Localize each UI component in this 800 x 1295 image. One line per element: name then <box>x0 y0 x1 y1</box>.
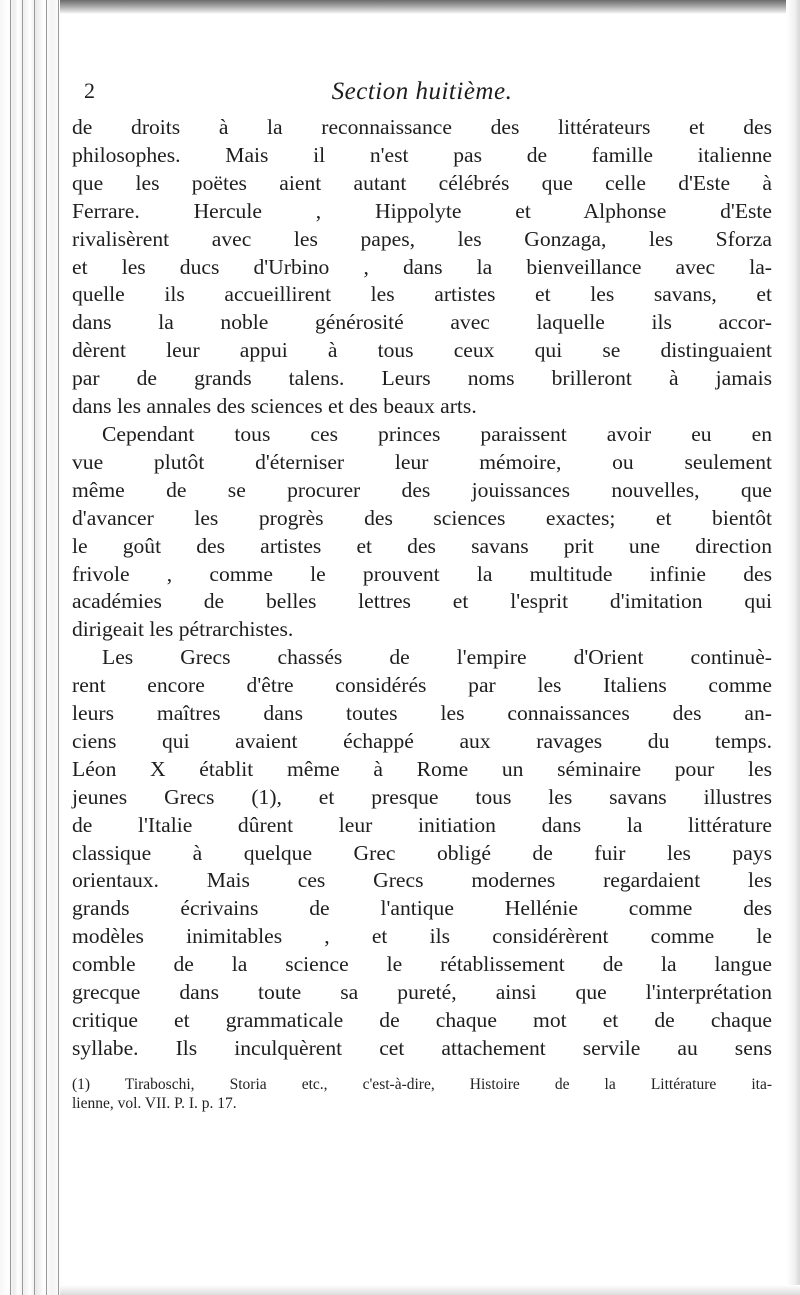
gutter-line <box>46 0 47 1295</box>
text-line: de droits à la reconnaissance des littérateurs et des <box>72 115 772 139</box>
text-line: frivole , comme le prouvent la multitude infinie des <box>72 561 772 586</box>
text-line: Ferrare. Hercule , Hippolyte et Alphonse d'Este <box>72 198 772 223</box>
paragraph <box>72 114 772 421</box>
text-line: de l'Italie dûrent leur initiation dans la littérature <box>72 812 772 837</box>
text-line: modèles inimitables , et ils considérèrent comme le <box>72 924 772 949</box>
text-line: rivalisèrent avec les papes, les Gonzaga, les Sforza <box>72 226 772 251</box>
gutter-line <box>10 0 11 1295</box>
text-line: quelle ils accueillirent les artistes et les savans, et <box>72 282 772 307</box>
text-line: classique à quelque Grec obligé de fuir les pays <box>72 840 772 865</box>
text-line: critique et grammaticale de chaque mot et de chaque <box>72 1008 772 1032</box>
text-line: Les Grecs chassés de l'empire d'Orient continuè- <box>102 645 772 670</box>
text-line: et les ducs d'Urbino , dans la bienveillance avec la- <box>72 254 772 279</box>
text-line: rent encore d'être considérés par les Italiens comme <box>72 673 772 698</box>
text-line: par de grands talens. Leurs noms brilleront à jamais <box>72 366 772 391</box>
body-text <box>72 114 772 1063</box>
book-page <box>72 78 772 1113</box>
text-line: comble de la science le rétablissement de la langue <box>72 952 772 977</box>
text-line: Léon X établit même à Rome un séminaire pour les <box>72 756 772 781</box>
text-line: grecque dans toute sa pureté, ainsi que l'interprétation <box>72 980 772 1005</box>
text-line: dèrent leur appui à tous ceux qui se distinguaient <box>72 338 772 363</box>
text-line: dirigeait les pétrarchistes. <box>72 617 294 642</box>
text-line: syllabe. Ils inculquèrent cet attachement servile au sens <box>72 1035 772 1060</box>
right-page-edge <box>786 0 800 1295</box>
text-line: académies de belles lettres et l'esprit d'imitation qui <box>72 589 772 614</box>
footnote-line: (1) Tiraboschi, Storia etc., c'est-à-dire, Histoire de la Littérature ita- <box>72 1075 772 1093</box>
text-line: leurs maîtres dans toutes les connaissances des an- <box>72 701 772 726</box>
text-line: dans les annales des sciences et des beaux arts. <box>72 394 477 419</box>
bottom-page-edge <box>60 1285 800 1295</box>
page-header <box>72 78 772 114</box>
text-line: ciens qui avaient échappé aux ravages du temps. <box>72 728 772 753</box>
footnote <box>72 1075 772 1113</box>
page-number: 2 <box>84 78 95 103</box>
top-page-shadow <box>60 0 800 14</box>
text-line: grands écrivains de l'antique Hellénie comme des <box>72 896 772 921</box>
running-title: Section huitième. <box>331 78 513 105</box>
text-line: même de se procurer des jouissances nouvelles, que <box>72 477 772 502</box>
text-line: que les poëtes aient autant célébrés que celle d'Este à <box>72 170 772 195</box>
gutter-line <box>34 0 35 1295</box>
text-line: orientaux. Mais ces Grecs modernes regardaient les <box>72 868 772 893</box>
paragraph <box>72 644 772 1063</box>
text-line: jeunes Grecs (1), et presque tous les savans illustres <box>72 784 772 809</box>
paragraph <box>72 421 772 644</box>
gutter-line <box>58 0 59 1295</box>
text-line: le goût des artistes et des savans prit une direction <box>72 533 772 558</box>
footnote-line: lienne, vol. VII. P. I. p. 17. <box>72 1094 237 1112</box>
gutter-line <box>22 0 23 1295</box>
text-line: dans la noble générosité avec laquelle ils accor- <box>72 310 772 335</box>
text-line: vue plutôt d'éterniser leur mémoire, ou seulement <box>72 449 772 474</box>
text-line: d'avancer les progrès des sciences exactes; et bientôt <box>72 505 772 530</box>
text-line: Cependant tous ces princes paraissent avoir eu en <box>102 421 772 446</box>
text-line: philosophes. Mais il n'est pas de famille italienne <box>72 142 772 167</box>
